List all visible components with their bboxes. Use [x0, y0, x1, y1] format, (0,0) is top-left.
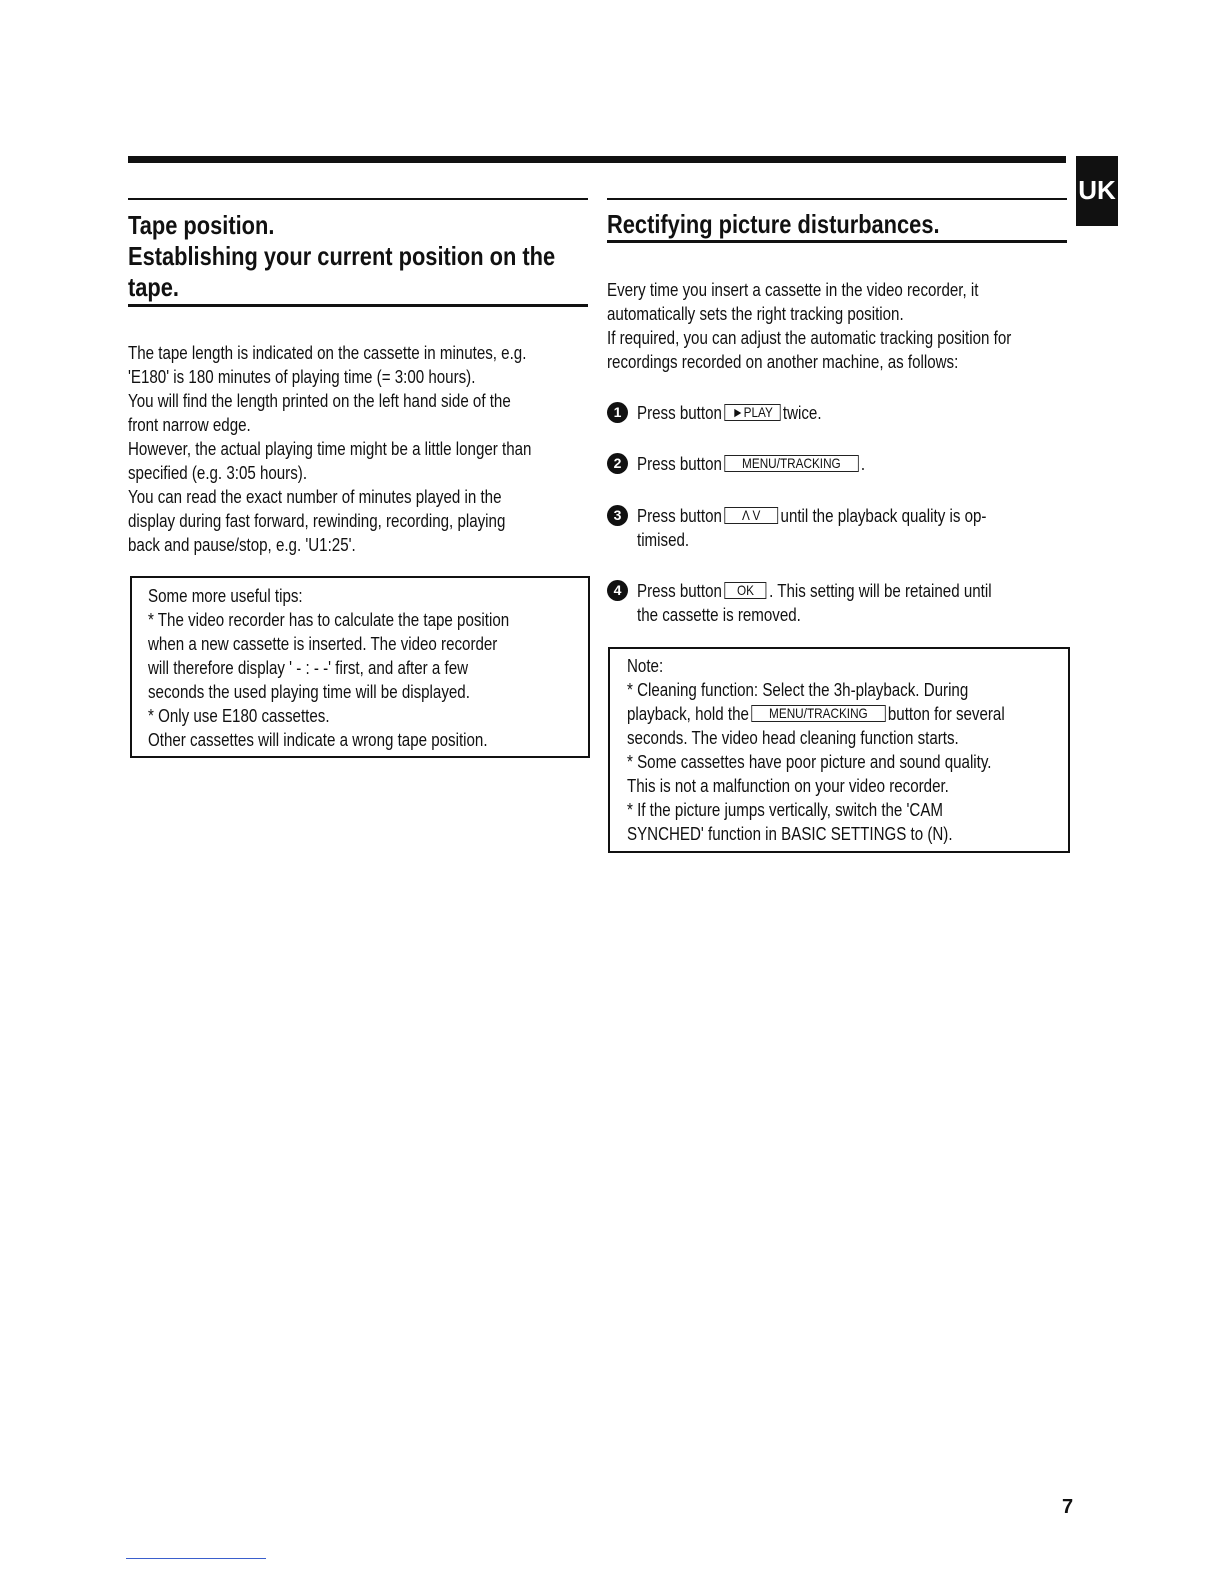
step-4-continued: the cassette is removed.: [637, 605, 801, 625]
top-rule: [128, 156, 1066, 163]
intro-line: recordings recorded on another machine, as follows:: [607, 352, 959, 372]
note-line: Note:: [627, 656, 664, 676]
footer-link-underline: [126, 1558, 266, 1559]
body-line: However, the actual playing time might be a little longer than: [128, 439, 532, 459]
step-text: .: [860, 454, 866, 474]
menu-tracking-button-label: MENU/TRACKING: [751, 705, 885, 722]
menu-tracking-button-label: MENU/TRACKING: [724, 455, 858, 472]
step-1: [637, 401, 822, 425]
left-title-top-rule: [128, 198, 588, 200]
left-title-line: Establishing your current position on the: [128, 241, 556, 271]
note-line: * If the picture jumps vertically, switch the 'CAM: [627, 800, 944, 820]
step-text: until the playback quality is op-: [780, 506, 987, 526]
note-line: SYNCHED' function in BASIC SETTINGS to (N).: [627, 824, 953, 844]
body-line: You can read the exact number of minutes played in the: [128, 487, 502, 507]
intro-line: Every time you insert a cassette in the video recorder, it: [607, 280, 979, 300]
step-4: [637, 579, 992, 603]
note-text: button for several: [887, 704, 1005, 724]
note-line: This is not a malfunction on your video recorder.: [627, 776, 949, 796]
right-title-bottom-rule: [607, 240, 1067, 243]
note-line: seconds. The video head cleaning function starts.: [627, 728, 959, 748]
body-line: front narrow edge.: [128, 415, 251, 435]
right-title: Rectifying picture disturbances.: [607, 209, 940, 239]
right-title-top-rule: [607, 198, 1067, 200]
body-line: display during fast forward, rewinding, recording, playing: [128, 511, 506, 531]
note-line: * Some cassettes have poor picture and sound quality.: [627, 752, 992, 772]
page-number: 7: [1062, 1496, 1074, 1518]
left-title-line: tape.: [128, 272, 179, 302]
tips-line: * The video recorder has to calculate the tape position: [148, 610, 510, 630]
step-number-2: 2: [607, 453, 628, 474]
note-line: [627, 702, 1005, 726]
left-title-line: Tape position.: [128, 210, 275, 240]
tips-line: when a new cassette is inserted. The video recorder: [148, 634, 498, 654]
step-text: Press button: [637, 506, 722, 526]
note-text: playback, hold the: [627, 704, 749, 724]
step-text: Press button: [637, 403, 722, 423]
left-title-bottom-rule: [128, 304, 588, 307]
step-number-3: 3: [607, 505, 628, 526]
step-text: Press button: [637, 581, 722, 601]
button-label: PLAY: [743, 404, 773, 420]
tips-line: Other cassettes will indicate a wrong tape position.: [148, 730, 488, 750]
tips-line: seconds the used playing time will be displayed.: [148, 682, 470, 702]
body-line: You will find the length printed on the left hand side of the: [128, 391, 511, 411]
step-2: [637, 452, 865, 476]
intro-line: If required, you can adjust the automatic tracking position for: [607, 328, 1012, 348]
step-number-1: 1: [607, 402, 628, 423]
play-button-label: [724, 404, 780, 421]
step-3: [637, 504, 986, 528]
step-number-4: 4: [607, 580, 628, 601]
up-down-button-label: Λ V: [724, 507, 778, 524]
tips-line: * Only use E180 cassettes.: [148, 706, 330, 726]
body-line: back and pause/stop, e.g. 'U1:25'.: [128, 535, 356, 555]
tips-line: will therefore display ' - : - -' first, and after a few: [148, 658, 469, 678]
tips-line: Some more useful tips:: [148, 586, 303, 606]
body-line: specified (e.g. 3:05 hours).: [128, 463, 308, 483]
body-line: 'E180' is 180 minutes of playing time (= 3:00 hours).: [128, 367, 476, 387]
note-line: * Cleaning function: Select the 3h-playback. During: [627, 680, 969, 700]
step-text: . This setting will be retained until: [769, 581, 992, 601]
step-text: Press button: [637, 454, 722, 474]
ok-button-label: OK: [724, 582, 766, 599]
language-badge: UK: [1076, 156, 1118, 226]
step-text: twice.: [782, 403, 822, 423]
body-line: The tape length is indicated on the cassette in minutes, e.g.: [128, 343, 527, 363]
play-icon: ►: [731, 404, 744, 420]
step-3-continued: timised.: [637, 530, 690, 550]
intro-line: automatically sets the right tracking position.: [607, 304, 904, 324]
